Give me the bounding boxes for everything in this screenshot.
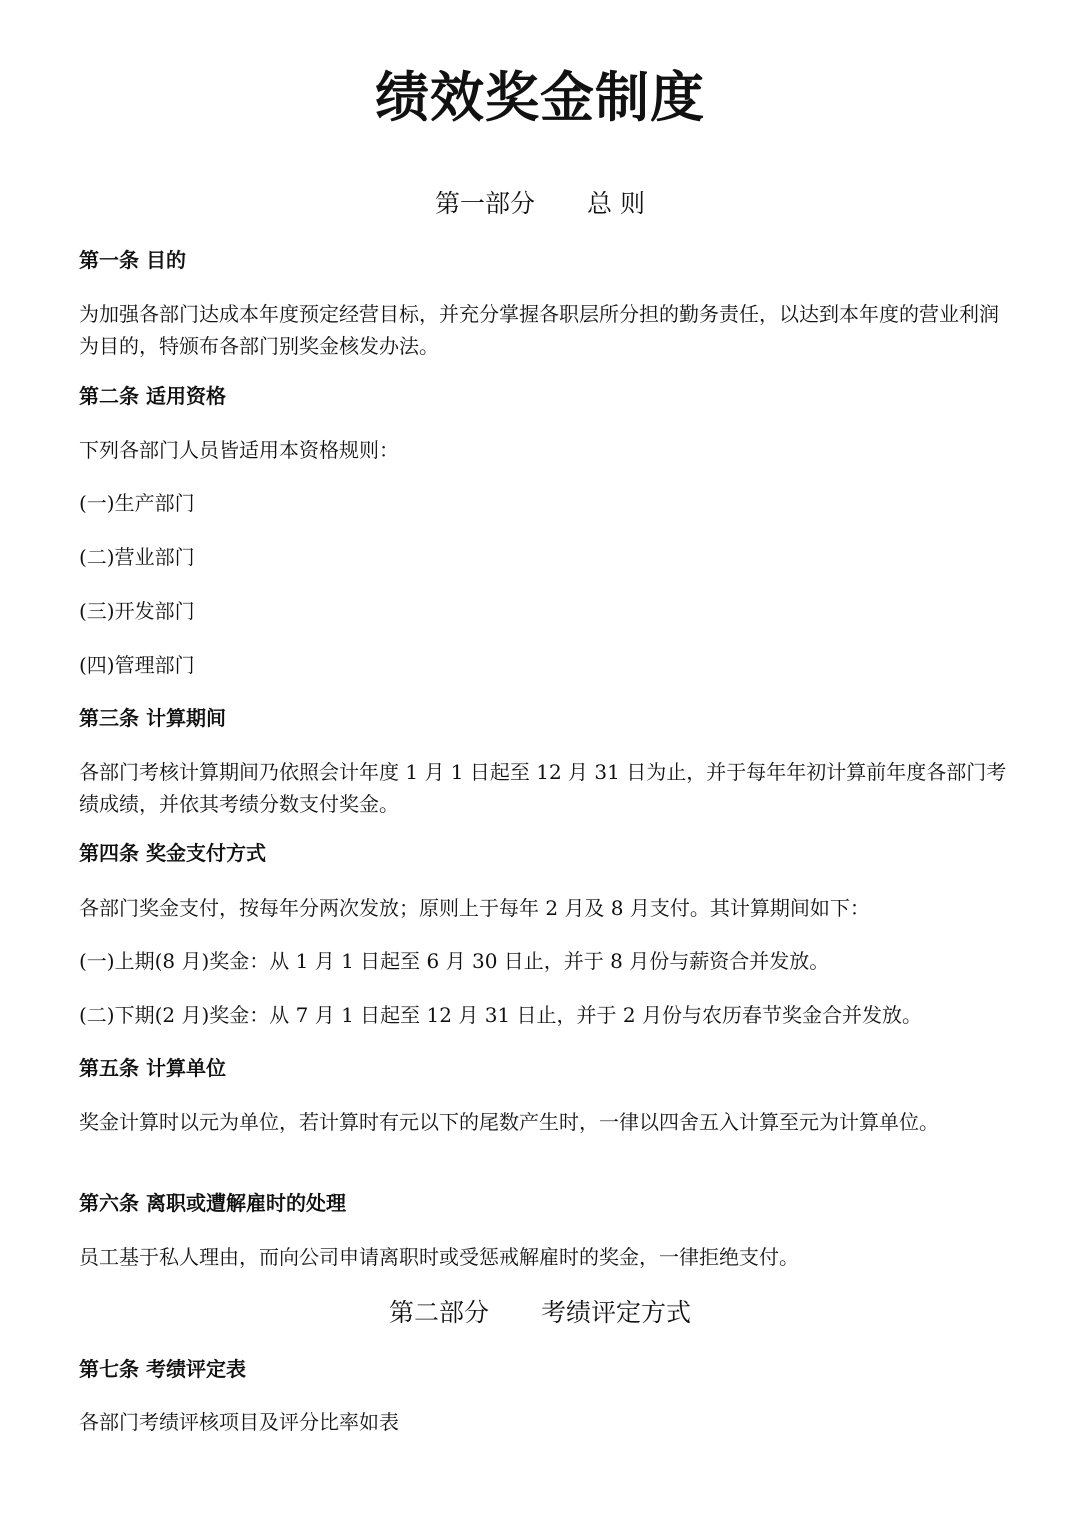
article-4-heading: 第四条 奖金支付方式 — [79, 841, 266, 865]
part-one-name: 总 则 — [587, 189, 645, 218]
part-one-label: 第一部分 — [435, 189, 536, 218]
article-2-item: (三)开发部门 — [79, 599, 195, 623]
article-2-intro: 下列各部门人员皆适用本资格规则： — [79, 438, 399, 462]
article-4-item: (一)上期(8 月)奖金：从 1 月 1 日起至 6 月 30 日止，并于 8 月份与薪资合并发放。 — [79, 949, 830, 973]
article-1-body: 为加强各部门达成本年度预定经营目标，并充分掌握各职层所分担的勤务责任，以达到本年度的营业利润为目的，特颁布各部门别奖金核发办法。 — [79, 302, 999, 358]
article-3-heading: 第三条 计算期间 — [79, 706, 226, 730]
document-title: 绩效奖金制度 — [375, 66, 705, 129]
part-one-heading — [0, 186, 1080, 222]
article-1-heading: 第一条 目的 — [79, 248, 186, 272]
part-two-name: 考绩评定方式 — [541, 1298, 692, 1327]
article-7-heading: 第七条 考绩评定表 — [79, 1357, 246, 1381]
article-2-item: (四)管理部门 — [79, 653, 195, 677]
article-6-heading: 第六条 离职或遭解雇时的处理 — [79, 1191, 346, 1215]
article-4-item: (二)下期(2 月)奖金：从 7 月 1 日起至 12 月 31 日止，并于 2 月份与农历春节奖金合并发放。 — [79, 1003, 922, 1027]
article-5-heading: 第五条 计算单位 — [79, 1056, 226, 1080]
article-2-heading: 第二条 适用资格 — [79, 384, 226, 408]
article-2-item: (二)营业部门 — [79, 545, 195, 569]
part-two-label: 第二部分 — [388, 1298, 489, 1327]
article-2-item: (一)生产部门 — [79, 491, 195, 515]
article-5-body: 奖金计算时以元为单位，若计算时有元以下的尾数产生时，一律以四舍五入计算至元为计算单位。 — [79, 1110, 939, 1134]
article-6-body: 员工基于私人理由，而向公司申请离职时或受惩戒解雇时的奖金，一律拒绝支付。 — [79, 1245, 799, 1269]
article-4-intro: 各部门奖金支付，按每年分两次发放；原则上于每年 2 月及 8 月支付。其计算期间如下： — [79, 896, 870, 920]
article-7-body: 各部门考绩评核项目及评分比率如表 — [79, 1410, 399, 1434]
article-3-body: 各部门考核计算期间乃依照会计年度 1 月 1 日起至 12 月 31 日为止，并于每年年初计算前年度各部门考绩成绩，并依其考绩分数支付奖金。 — [79, 760, 1007, 816]
part-two-heading — [0, 1295, 1080, 1331]
